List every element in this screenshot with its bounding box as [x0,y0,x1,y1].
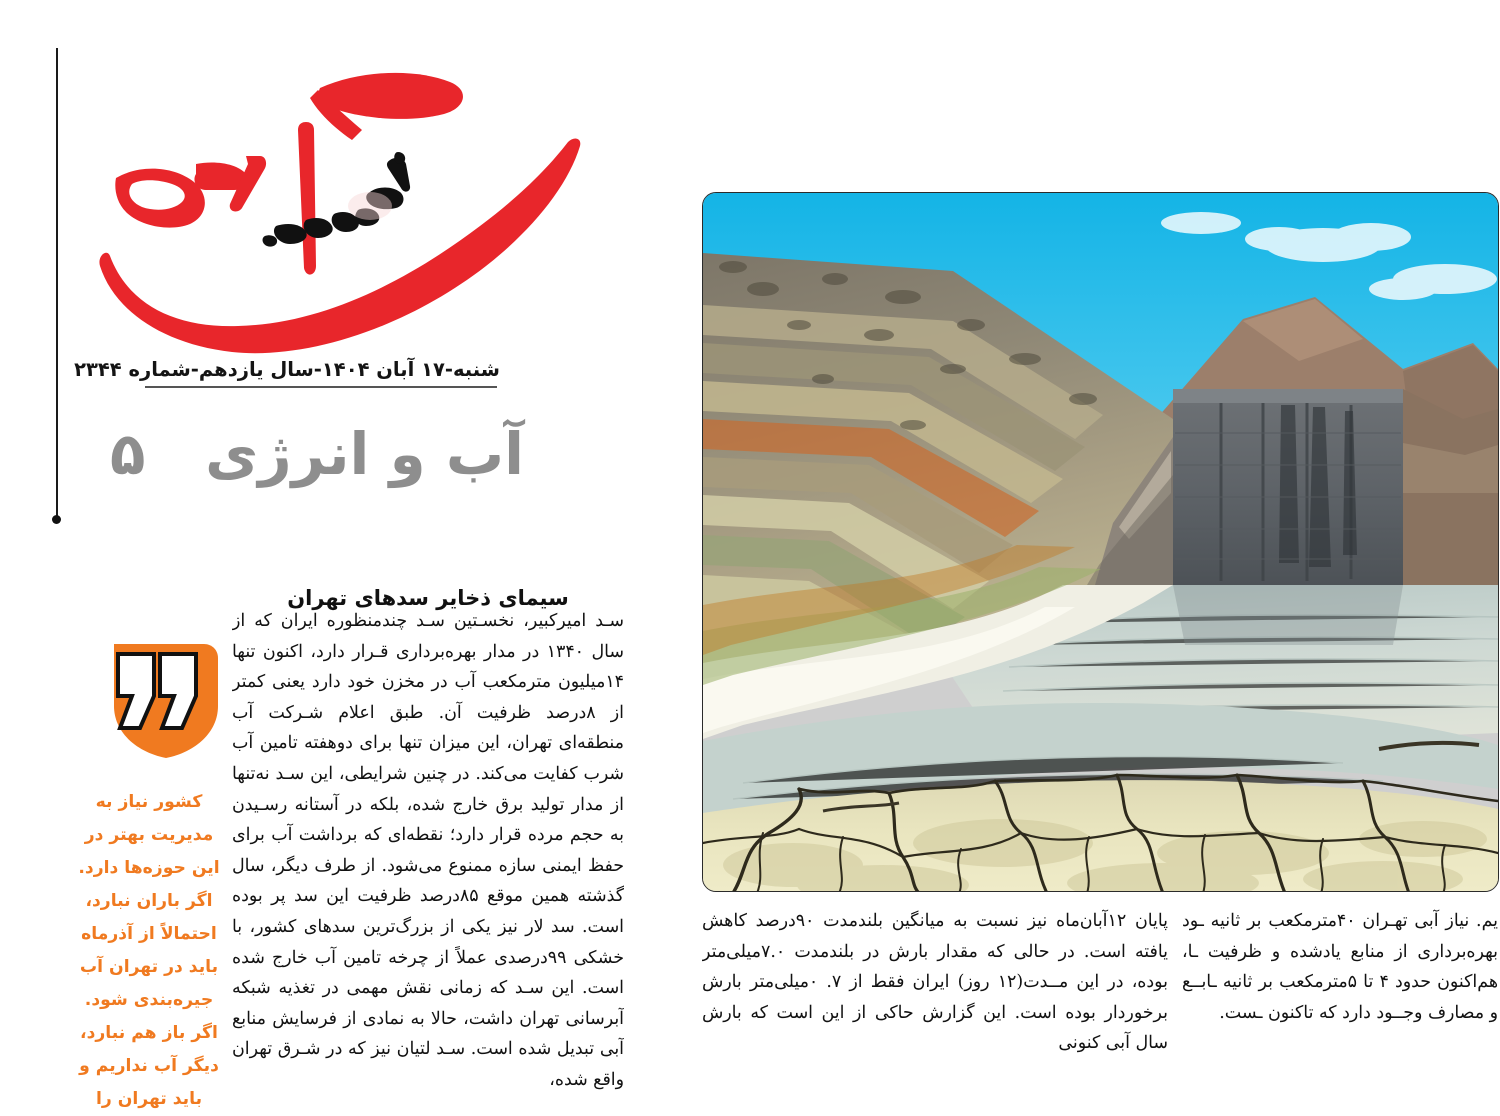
pull-quote-text: کشور نیاز به مدیریت بهتر در این حوزه‌ها دارد. اگر باران نبارد، احتمالاً از آذرماه باید در تهران آب جیره‌بندی شود. اگر باز هم نبارد، دیگر آب نداریم و باید تهران را [78,792,220,1109]
photo-artwork [703,193,1498,891]
section-header [96,404,548,504]
section-title: آب و انرژی [205,420,524,488]
article-headline: سیمای ذخایر سدهای تهران [287,586,569,611]
article-column-1 [232,606,624,1094]
article-body-text: سـد امیرکبیر، نخسـتین سـد چندمنظوره ایران که از سال ۱۳۴۰ در مدار بهره‌برداری قـرار دارد، اکنون تنها ۱۴میلیون مترمکعب آب در مخزن خود دارد یعنی کمتر از ۸درصد ظرفیت آن. طبق اعلام شـرکت آب منطقه‌ای تهران، این میزان تنها برای دوهفته تامین آب شرب کفایت می‌کند. در چنین شرایطی، این سـد نه‌تنها از مدار تولید برق خارج شده، بلکه در آستانه رسـیدن به حجم مرده قرار دارد؛ نقطه‌ای که برداشت آب برای حفظ ایمنی سازه ممنوع می‌شود. از طرف دیگر، سال گذشته همین موقع ۸۵درصد ظرفیت این سد پر بوده است. سد لار نیز یکی از بزرگ‌ترین سدهای کشور، با خشکی ۹۹درصدی عملاً از چرخه تامین آب خارج شده است. این سـد که زمانی نقش مهمی در تغذیه شبکه آبرسانی تهران داشت، حالا به نمادی از فرسایش منابع آبی تبدیل شده است. سـد لتیان نیز که در شـرق تهران واقع شده، [232,611,624,1090]
article-column-2 [702,906,1168,1096]
masthead [70,60,600,390]
publication-logo [70,60,600,360]
dam-reservoir-drought-photo [702,192,1499,892]
pull-quote [74,636,224,1116]
issue-date-line: شنبه-۱۷ آبان ۱۴۰۴-سال یازدهم-شماره ۲۳۴۴ [74,358,500,381]
page-number: ۵ [110,420,146,488]
date-underline-rule [145,386,497,388]
article-body-text: یم. نیاز آبی تهـران ۴۰مترمکعب بر ثانیه ـود بهره‌برداری از منابع یادشده و ظرفیت ـا، هم‌اکنون حدود ۴ تا ۵مترمکعب بر ثانیه ـابــع و مصارف وجــود دارد که تاکنون ـست. [1182,911,1498,1023]
vertical-divider-dot [52,515,61,524]
logo-calligraphy-icon [70,60,600,360]
article-column-3 [1182,906,1498,1096]
article-body-text: پایان ۱۲آبان‌ماه نیز نسبت به میانگین بلندمدت ۹۰درصد کاهش یافته است. در حالی که مقدار بارش در بلندمدت ۷.۰میلی‌متر بوده، در این مــدت(۱۲ روز) ایران فقط از ۷. ۰میلی‌متر بارش برخوردار بوده است. این گزارش حاکی از این است که بارش سال آبی کنونی [702,911,1168,1054]
quote-mark-icon [100,636,224,760]
vertical-divider-rule [56,48,58,518]
